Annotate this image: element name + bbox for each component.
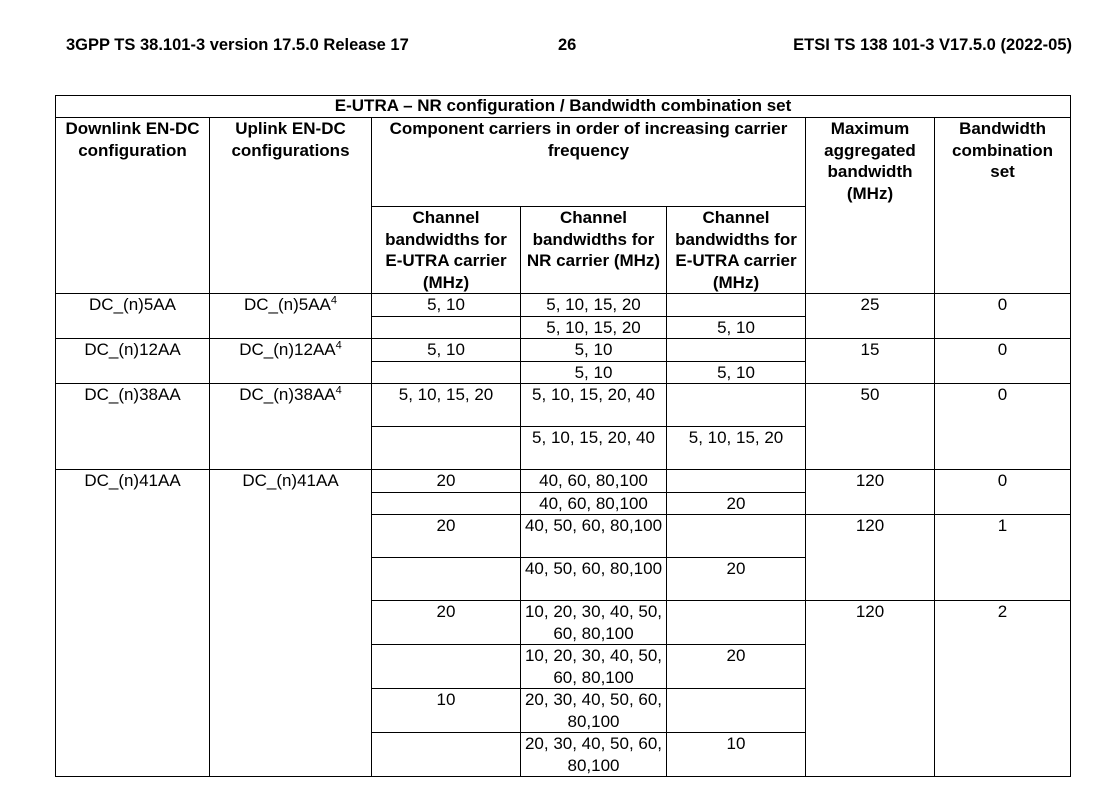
- cell-max-bandwidth: 15: [806, 339, 935, 384]
- cell-uplink-config: $DC\_(n)5AA^4$: [210, 294, 372, 339]
- header-nr-carrier: Channel bandwidths for NR carrier (MHz): [521, 207, 667, 294]
- cell-eutra-1: 5, 10: [372, 294, 521, 317]
- header-component-carriers: Component carriers in order of increasing carrier frequency: [372, 118, 806, 207]
- cell-eutra-1: 20: [372, 515, 521, 558]
- header-downlink: Downlink EN-DC configuration: [56, 118, 210, 294]
- cell-eutra-2: [667, 470, 806, 493]
- cell-eutra-1: 20: [372, 470, 521, 493]
- table-title: E-UTRA – NR configuration / Bandwidth combination set: [56, 96, 1071, 118]
- cell-eutra-2: [667, 515, 806, 558]
- cell-bcs: 0: [935, 294, 1071, 339]
- table-row: [56, 470, 1071, 493]
- cell-eutra-2: 20: [667, 645, 806, 689]
- header-etsi-id: ETSI TS 138 101-3 V17.5.0 (2022-05): [793, 36, 1072, 54]
- cell-nr: 5, 10, 15, 20, 40: [521, 384, 667, 427]
- cell-eutra-1: 5, 10: [372, 339, 521, 362]
- cell-eutra-2: 20: [667, 492, 806, 515]
- cell-nr: 5, 10: [521, 361, 667, 384]
- cell-eutra-2: 5, 10: [667, 316, 806, 339]
- page-header: [66, 36, 1072, 58]
- cell-bcs: 1: [935, 515, 1071, 601]
- cell-eutra-2: 10: [667, 733, 806, 777]
- table-row: [56, 384, 1071, 427]
- header-page-number: 26: [558, 36, 577, 54]
- cell-nr: 5, 10, 15, 20, 40: [521, 427, 667, 470]
- cell-nr: 20, 30, 40, 50, 60, 80,100: [521, 733, 667, 777]
- cell-eutra-1: [372, 492, 521, 515]
- bandwidth-combination-table: [55, 95, 1071, 777]
- cell-eutra-2: [667, 384, 806, 427]
- cell-eutra-1: [372, 558, 521, 601]
- cell-eutra-2: [667, 689, 806, 733]
- cell-downlink-config: DC_(n)12AA: [56, 339, 210, 384]
- cell-bcs: 0: [935, 339, 1071, 384]
- cell-eutra-1: [372, 316, 521, 339]
- header-spec-id: 3GPP TS 38.101-3 version 17.5.0 Release 17: [66, 36, 409, 54]
- cell-eutra-2: [667, 601, 806, 645]
- header-eutra-carrier-2: Channel bandwidths for E-UTRA carrier (MHz): [667, 207, 806, 294]
- cell-nr: 20, 30, 40, 50, 60, 80,100: [521, 689, 667, 733]
- cell-eutra-2: [667, 339, 806, 362]
- cell-max-bandwidth: 120: [806, 601, 935, 777]
- cell-eutra-1: [372, 645, 521, 689]
- cell-eutra-2: 20: [667, 558, 806, 601]
- header-max-bandwidth: Maximum aggregated bandwidth (MHz): [806, 118, 935, 294]
- cell-downlink-config: DC_(n)5AA: [56, 294, 210, 339]
- header-bandwidth-combination-set: Bandwidth combination set: [935, 118, 1071, 294]
- cell-max-bandwidth: 120: [806, 470, 935, 515]
- cell-eutra-2: 5, 10, 15, 20: [667, 427, 806, 470]
- cell-eutra-1: 5, 10, 15, 20: [372, 384, 521, 427]
- cell-eutra-1: 20: [372, 601, 521, 645]
- cell-nr: 10, 20, 30, 40, 50, 60, 80,100: [521, 601, 667, 645]
- cell-eutra-2: [667, 294, 806, 317]
- cell-nr: 40, 50, 60, 80,100: [521, 515, 667, 558]
- cell-uplink-config: DC_(n)41AA: [210, 470, 372, 777]
- cell-uplink-config: $DC\_(n)12AA^4$: [210, 339, 372, 384]
- cell-eutra-2: 5, 10: [667, 361, 806, 384]
- cell-nr: 5, 10, 15, 20: [521, 316, 667, 339]
- header-uplink: Uplink EN-DC configurations: [210, 118, 372, 294]
- header-eutra-carrier-1: Channel bandwidths for E-UTRA carrier (MHz): [372, 207, 521, 294]
- cell-max-bandwidth: 50: [806, 384, 935, 470]
- table-row: [56, 339, 1071, 362]
- cell-nr: 40, 60, 80,100: [521, 492, 667, 515]
- cell-eutra-1: 10: [372, 689, 521, 733]
- cell-downlink-config: DC_(n)38AA: [56, 384, 210, 470]
- cell-eutra-1: [372, 427, 521, 470]
- cell-downlink-config: DC_(n)41AA: [56, 470, 210, 777]
- cell-nr: 10, 20, 30, 40, 50, 60, 80,100: [521, 645, 667, 689]
- cell-nr: 5, 10, 15, 20: [521, 294, 667, 317]
- cell-uplink-config: $DC\_(n)38AA^4$: [210, 384, 372, 470]
- cell-eutra-1: [372, 361, 521, 384]
- cell-nr: 40, 50, 60, 80,100: [521, 558, 667, 601]
- cell-bcs: 2: [935, 601, 1071, 777]
- cell-bcs: 0: [935, 470, 1071, 515]
- cell-bcs: 0: [935, 384, 1071, 470]
- cell-max-bandwidth: 120: [806, 515, 935, 601]
- table-row: [56, 294, 1071, 317]
- cell-nr: 5, 10: [521, 339, 667, 362]
- cell-eutra-1: [372, 733, 521, 777]
- cell-nr: 40, 60, 80,100: [521, 470, 667, 493]
- cell-max-bandwidth: 25: [806, 294, 935, 339]
